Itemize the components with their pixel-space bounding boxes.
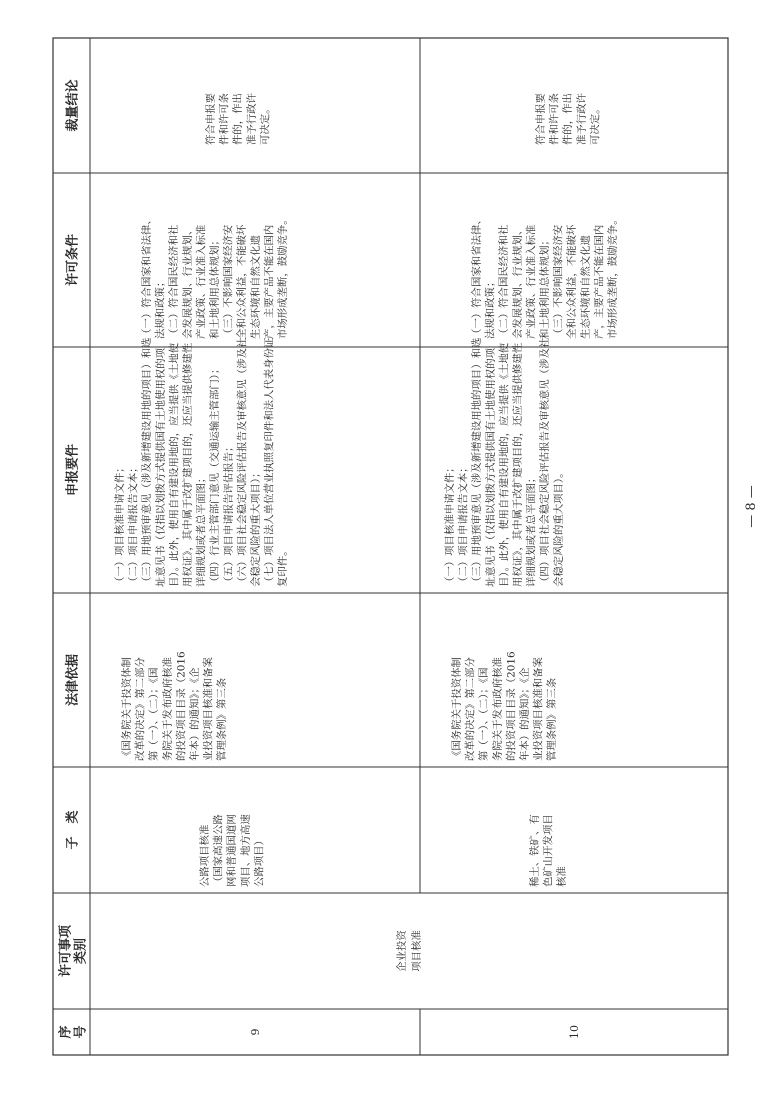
header-basis: 法律依据 xyxy=(65,653,81,707)
row-conditions: 市场形成垄断，鼓励竞争。 xyxy=(607,214,619,339)
row-subcategory: 公路项目） xyxy=(253,835,266,887)
row-basis: 业投资项目核准和备案 xyxy=(202,657,215,761)
row-basis: 务院关于发布政府核准 xyxy=(491,657,504,761)
row-conditions: 全和公众利益，不能破坏 xyxy=(566,224,579,339)
row-materials: 目）。此外，使用自有建设用地的，应当提供《土地使 xyxy=(498,342,511,587)
row-materials: （四）行业主管部门意见（交通运输主管部门）； xyxy=(209,363,222,587)
row-conditions: 产业政策、行业准入标准 xyxy=(525,224,538,339)
row-materials: （七）项目法人单位营业执照复印件和法人代表身份证 xyxy=(263,337,276,587)
row-conditions: 会发展规划、行业规划、 xyxy=(181,224,194,339)
row-materials: 目）。此外，使用自有建设用地的，应当提供《土地使 xyxy=(168,342,181,587)
row-basis: 务院关于发布政府核准 xyxy=(161,657,174,761)
row-conditions: 市场形成垄断，鼓励竞争。 xyxy=(277,214,289,339)
row-basis: 的投资项目目录（2016 xyxy=(505,651,518,761)
page-number: — 8 — xyxy=(744,485,759,528)
header-conclusion: 裁量结论 xyxy=(65,79,81,132)
row-materials: （三）用地预审意见（涉及新增建设用地的项目）和选 xyxy=(141,337,154,587)
row-conclusion: 件和许可条 xyxy=(548,93,561,145)
row-materials: （二）项目申请报告文本； xyxy=(127,462,140,587)
row-basis: 改革的决定》第二部分 xyxy=(134,657,147,761)
row-conditions: （三）不影响国家经济安 xyxy=(552,224,565,339)
row-conditions: 生态环境和自然文化遗 xyxy=(249,235,262,339)
row-conditions: （一）符合国家和省法律、 xyxy=(141,214,153,339)
row-materials: 详细规划或者总平面图； xyxy=(195,472,208,587)
row-materials: （一）项目核准申请文件； xyxy=(444,462,456,587)
row-conclusion: 可决定。 xyxy=(589,103,602,145)
row-basis: 管理条例》第三条 xyxy=(216,677,229,761)
row-conditions: 产业政策、行业准入标准 xyxy=(195,224,208,339)
row-conditions: 和土地利用总体规划； xyxy=(209,235,221,339)
header-category: 类别 xyxy=(73,937,89,965)
row-basis: 《国务院关于投资体制 xyxy=(121,657,133,761)
row-conditions: 法规和政策； xyxy=(154,276,167,339)
header-seq: 序 xyxy=(58,1025,74,1039)
row-materials: 址意见书（仅指以划拨方式提供国有土地使用权的项 xyxy=(154,348,167,587)
row-basis: 改革的决定》第二部分 xyxy=(464,657,477,761)
row-conditions: （二）符合国民经济和社 xyxy=(168,224,181,339)
row-materials: 复印件。 xyxy=(277,545,290,587)
row-conclusion: 件和许可条 xyxy=(218,93,231,145)
row-materials: （二）项目申请报告文本； xyxy=(457,462,470,587)
row-basis: 管理条例》第三条 xyxy=(546,677,559,761)
row-materials: （四）项目社会稳定风险评估报告及审核意见（涉及社 xyxy=(539,337,552,587)
header-subcategory: 子 类 xyxy=(65,810,81,850)
row-materials: 址意见书（仅指以划拨方式提供国有土地使用权的项 xyxy=(484,348,497,587)
row-subcategory: （国家高速公路 xyxy=(212,814,225,887)
row-conditions: （二）符合国民经济和社 xyxy=(498,224,511,339)
row-basis: 《国务院关于投资体制 xyxy=(451,657,463,761)
row-materials: 会稳定风险的重大项目）。 xyxy=(552,467,565,587)
row-conditions: 和土地利用总体规划； xyxy=(539,235,551,339)
header-category: 许可事项 xyxy=(58,924,74,978)
row-subcategory: 网和普通国道网 xyxy=(226,814,239,887)
row-basis: 第（一）、（二）；《国 xyxy=(148,667,161,761)
row-seq: 9 xyxy=(249,1028,262,1036)
row-conditions: （一）符合国家和省法律、 xyxy=(471,214,483,339)
row-basis: 第（一）、（二）；《国 xyxy=(478,667,491,761)
row-materials: 会稳定风险的重大项目）； xyxy=(250,467,262,587)
row-conditions: 会发展规划、行业规划、 xyxy=(511,224,524,339)
header-seq: 号 xyxy=(73,1025,89,1039)
row-subcategory: 稀土、铁矿、有 xyxy=(529,814,541,887)
row-conclusion: 符合申报要 xyxy=(205,93,217,145)
row-conditions: 生态环境和自然文化遗 xyxy=(579,235,592,339)
row-basis: 年本）的通知》；《企 xyxy=(189,667,201,761)
row-subcategory: 色矿山开发项目 xyxy=(542,814,555,887)
row-conditions: 产，主要产品不能在国内 xyxy=(263,224,276,339)
header-materials: 申报要件 xyxy=(65,443,81,497)
row-conclusion: 件的，作出 xyxy=(232,93,245,145)
row-conclusion: 可决定。 xyxy=(259,103,272,145)
row-materials: （五）项目申请报告评估报告； xyxy=(222,441,235,587)
row-subcategory: 核准 xyxy=(556,866,569,887)
row-conclusion: 准予行政许 xyxy=(245,93,258,145)
row-materials: （三）用地预审意见（涉及新增建设用地的项目）和选 xyxy=(471,337,484,587)
row-basis: 年本）的通知》；《企 xyxy=(519,667,531,761)
row-conclusion: 准予行政许 xyxy=(575,93,588,145)
row-basis: 业投资项目核准和备案 xyxy=(532,657,545,761)
row-materials: （六）项目社会稳定风险评估报告及审核意见（涉及社 xyxy=(236,337,249,587)
row-materials: （一）项目核准申请文件； xyxy=(114,462,126,587)
row-conclusion: 符合申报要 xyxy=(535,93,547,145)
row-conditions: 法规和政策； xyxy=(484,276,497,339)
row-materials: 详细规划或者总平面图； xyxy=(525,472,538,587)
table-text xyxy=(58,79,760,1039)
header-conditions: 许可条件 xyxy=(65,233,81,287)
row-basis: 的投资项目目录（2016 xyxy=(175,651,188,761)
row-conditions: （三）不影响国家经济安 xyxy=(222,224,235,339)
row-materials: 用权证》，其中属于改扩建项目的，还应当提供修建性 xyxy=(512,342,524,587)
row-conditions: 产，主要产品不能在国内 xyxy=(593,224,606,339)
row-subcategory: 项目、地方高速 xyxy=(239,814,252,887)
rotated-content xyxy=(53,38,759,1055)
row-seq: 10 xyxy=(568,1025,581,1039)
row-conditions: 全和公众利益，不能破坏 xyxy=(236,224,249,339)
row-materials: 用权证》，其中属于改扩建项目的，还应当提供修建性 xyxy=(182,342,194,587)
category-label: 企业投资 xyxy=(396,930,408,972)
category-label: 项目核准 xyxy=(411,930,423,972)
row-subcategory: 公路项目核准 xyxy=(199,824,211,887)
row-conclusion: 件的，作出 xyxy=(562,93,575,145)
